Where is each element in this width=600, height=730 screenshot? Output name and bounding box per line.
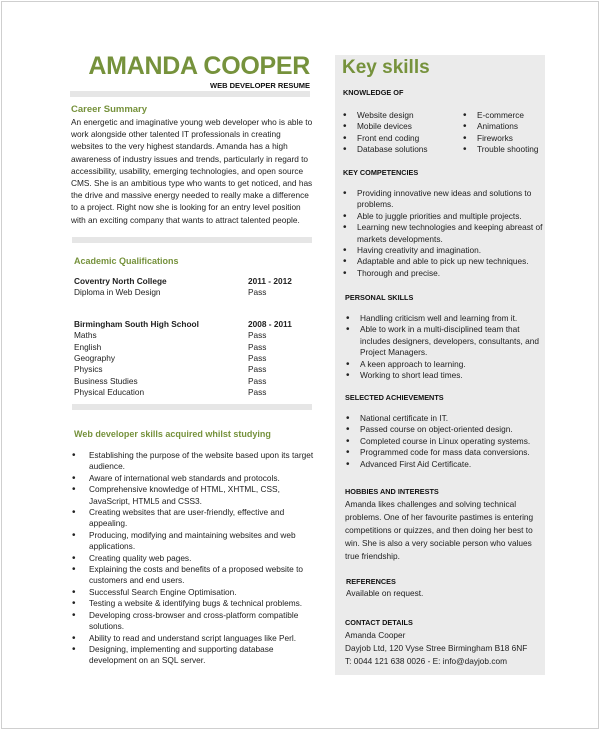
divider — [72, 237, 312, 243]
list-item: • Successful Search Engine Optimisation. — [72, 587, 317, 598]
list-item: • Website design — [343, 110, 463, 121]
subject: Geography — [74, 353, 116, 364]
list-item: • A keen approach to learning. — [346, 359, 544, 370]
list-item: • Having creativity and imagination. — [343, 245, 543, 256]
career-summary-heading: Career Summary — [71, 104, 148, 115]
school-years: 2008 - 2011 — [248, 318, 292, 329]
list-item: • Handling criticism well and learning from it. — [346, 313, 544, 324]
subject: English — [74, 341, 102, 352]
contact-address: Dayjob Ltd, 120 Vyse Stree Birmingham B18 6NF — [345, 643, 528, 653]
list-item: • Completed course in Linux operating systems. — [346, 436, 544, 447]
resume-name: AMANDA COOPER — [88, 52, 310, 80]
references-text: Available on request. — [346, 588, 424, 598]
list-item: • Developing cross-browser and cross-platform compatible solutions. — [72, 610, 317, 633]
list-item: • Ability to read and understand script languages like Perl. — [72, 633, 317, 644]
grade: Pass — [248, 364, 267, 375]
list-item: • Creating quality web pages. — [72, 553, 317, 564]
academic-heading: Academic Qualifications — [74, 256, 179, 266]
list-item: • Front end coding — [343, 133, 463, 144]
contact-heading: CONTACT DETAILS — [345, 618, 413, 627]
contact-phone-email: T: 0044 121 638 0026 - E: info@dayjob.com — [345, 656, 508, 666]
knowledge-heading: KNOWLEDGE OF — [343, 88, 404, 97]
list-item: • Advanced First Aid Certificate. — [346, 459, 544, 470]
list-item: • Thorough and precise. — [343, 268, 543, 279]
achievements-list — [346, 413, 544, 470]
list-item: • Comprehensive knowledge of HTML, XHTML, CSS, JavaScript, HTML5 and CSS3. — [72, 484, 317, 507]
list-item: • Able to work in a multi-disciplined team that includes designers, developers, consultants, and Project Managers. — [346, 324, 544, 358]
list-item: • Passed course on object-oriented design. — [346, 424, 544, 435]
list-item: • E-commerce — [463, 110, 553, 121]
college-years: 2011 - 2012 — [248, 276, 292, 286]
subject: Physics — [74, 364, 103, 375]
list-item: • Able to juggle priorities and multiple projects. — [343, 211, 543, 222]
grade: Pass — [248, 330, 267, 341]
academic-table — [74, 276, 314, 399]
studying-list — [72, 450, 317, 667]
school-name: Birmingham South High School — [74, 318, 199, 329]
list-item: • National certificate in IT. — [346, 413, 544, 424]
competencies-list — [343, 188, 543, 279]
grade: Pass — [248, 387, 267, 398]
competencies-heading: KEY COMPETENCIES — [343, 168, 419, 177]
list-item: • Adaptable and able to pick up new techniques. — [343, 256, 543, 267]
grade: Pass — [248, 353, 267, 364]
knowledge-list — [343, 110, 553, 156]
resume-subtitle: WEB DEVELOPER RESUME — [209, 81, 310, 90]
hobbies-heading: HOBBIES AND INTERESTS — [345, 487, 439, 496]
personal-skills-heading: PERSONAL SKILLS — [345, 293, 414, 302]
key-skills-heading: Key skills — [342, 57, 430, 78]
divider — [72, 404, 312, 410]
studying-heading: Web developer skills acquired whilst studying — [74, 429, 271, 439]
subject: Business Studies — [74, 375, 138, 386]
list-item: • Mobile devices — [343, 121, 463, 132]
contact-details — [345, 629, 545, 668]
grade: Pass — [248, 287, 267, 298]
list-item: • Learning new technologies and keeping abreast of markets developments. — [343, 222, 543, 245]
references-heading: REFERENCES — [346, 577, 396, 586]
list-item: • Database solutions — [343, 144, 463, 155]
contact-name: Amanda Cooper — [345, 630, 406, 640]
subject: Physical Education — [74, 387, 145, 398]
list-item: • Creating websites that are user-friendly, effective and appealing. — [72, 507, 317, 530]
hobbies-text: Amanda likes challenges and solving technical problems. One of her favourite pastimes is entering competitions or quizzes, and then doing her best to win. She is also a very sociable person who values true friendship. — [345, 499, 534, 561]
list-item: • Animations — [463, 121, 553, 132]
list-item: • Establishing the purpose of the website based upon its target audience. — [72, 450, 317, 473]
list-item: • Providing innovative new ideas and solutions to problems. — [343, 188, 543, 211]
list-item: • Producing, modifying and maintaining websites and web applications. — [72, 530, 317, 553]
list-item: • Fireworks — [463, 133, 553, 144]
career-summary-text: An energetic and imaginative young web developer who is able to work alongside other talented IT professionals in creating websites to the very highest standards. Amanda has a high awareness of industry issues and trends, particularly in regard to accessibility, usability, emerging technologies, and open source CMS. She is an ambitious type who wants to get noticed, and has the drive and massive energy needed to really make a difference to a project. Right now she is looking for an entry level position with an exciting company that wants to attract talented people. — [71, 117, 313, 225]
list-item: • Testing a website & identifying bugs & technical problems. — [72, 598, 317, 609]
list-item: • Explaining the costs and benefits of a proposed website to customers and end users. — [72, 564, 317, 587]
grade: Pass — [248, 341, 267, 352]
list-item: • Designing, implementing and supporting database development on an SQL server. — [72, 644, 317, 667]
grade: Pass — [248, 375, 267, 386]
list-item: • Aware of international web standards and protocols. — [72, 473, 317, 484]
college-name: Coventry North College — [74, 276, 167, 286]
list-item: • Working to short lead times. — [346, 370, 544, 381]
personal-skills-list — [346, 313, 544, 381]
subject: Maths — [74, 330, 97, 341]
achievements-heading: SELECTED ACHIEVEMENTS — [345, 393, 444, 402]
list-item: • Programmed code for mass data conversions. — [346, 447, 544, 458]
course: Diploma in Web Design — [74, 287, 161, 298]
list-item: • Trouble shooting — [463, 144, 553, 155]
divider — [70, 91, 310, 97]
